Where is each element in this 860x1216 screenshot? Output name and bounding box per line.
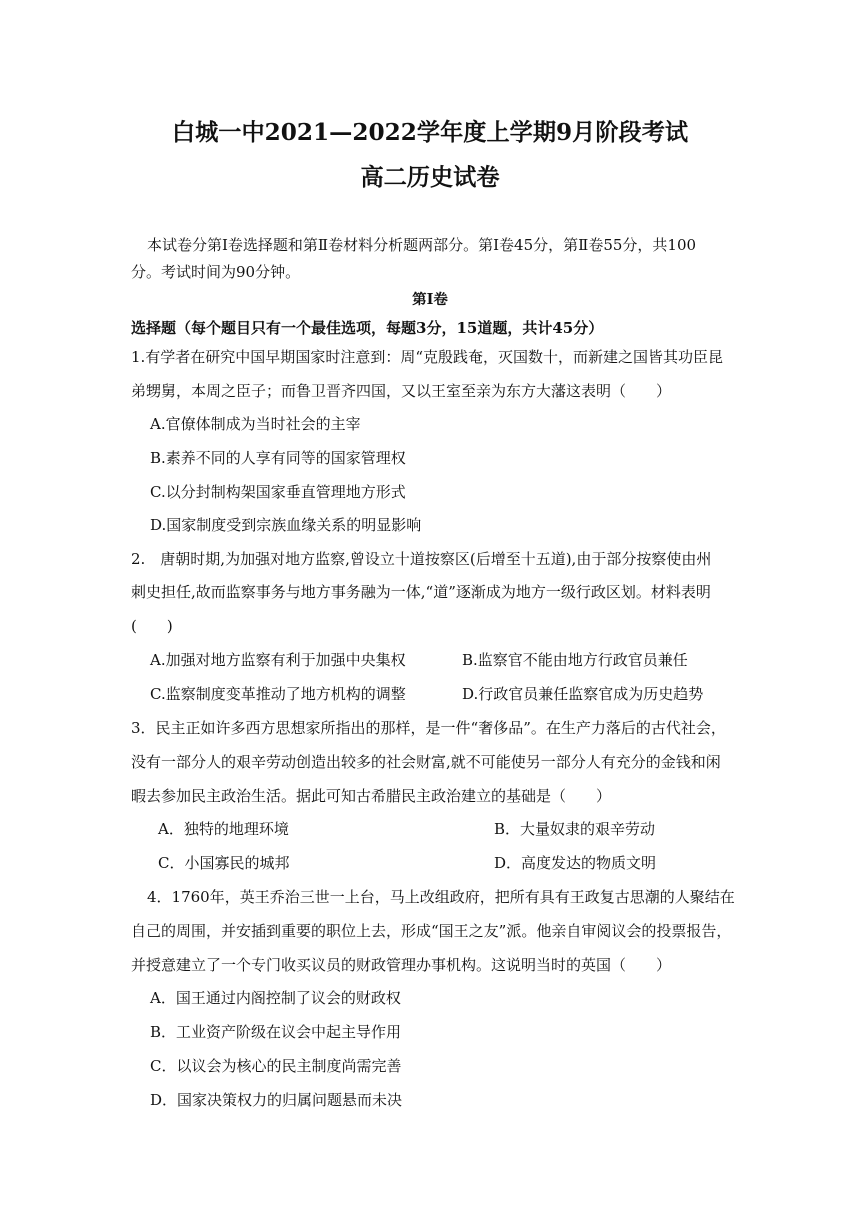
- question-4-option-a: A．国王通过内阁控制了议会的财政权: [150, 989, 401, 1007]
- question-3-option-a: A．独特的地理环境: [158, 820, 289, 838]
- question-1-stem-line-1: 1.有学者在研究中国早期国家时注意到：周“克殷践奄，灭国数十，而新建之国皆其功臣昆: [131, 348, 723, 366]
- question-4-stem-line-1: 4．1760年，英王乔治三世一上台，马上改组政府，把所有具有王政复古思潮的人聚结在: [147, 888, 735, 906]
- question-4-stem-line-2: 自己的周围，并安插到重要的职位上去，形成“国王之友”派。他亲自审阅议会的投票报告，: [131, 922, 732, 940]
- question-3-option-d: D．高度发达的物质文明: [494, 854, 657, 872]
- question-2-stem-line-2: 刺史担任,故而监察事务与地方事务融为一体,“道”逐渐成为地方一级行政区划。材料表明: [131, 583, 711, 601]
- section-heading: 选择题（每个题目只有一个最佳选项，每题3分，15道题，共计45分）: [131, 319, 604, 337]
- question-3-stem-line-2: 没有一部分人的艰辛劳动创造出较多的社会财富,就不可能使另一部分人有充分的金钱和闲: [131, 753, 721, 771]
- question-2-stem-line-3: ( ): [131, 617, 173, 635]
- question-1-option-c: C.以分封制构架国家垂直管理地方形式: [150, 483, 406, 501]
- question-4-stem-line-3: 并授意建立了一个专门收买议员的财政管理办事机构。这说明当时的英国（ ）: [131, 956, 672, 974]
- question-3-option-c: C．小国寡民的城邦: [158, 854, 290, 872]
- part-heading: 第Ⅰ卷: [412, 291, 448, 308]
- exam-subtitle: 高二历史试卷: [360, 164, 500, 191]
- question-4-option-c: C．以议会为核心的民主制度尚需完善: [150, 1057, 402, 1075]
- exam-title: 白城一中2021—2022学年度上学期9月阶段考试: [171, 119, 689, 146]
- question-1-option-b: B.素养不同的人享有同等的国家管理权: [150, 449, 406, 467]
- question-1-stem-line-2: 弟甥舅，本周之臣子；而鲁卫晋齐四国，又以王室至亲为东方大藩这表明（ ）: [131, 382, 672, 400]
- question-1-option-a: A.官僚体制成为当时社会的主宰: [150, 415, 361, 433]
- intro-line-2: 分。考试时间为90分钟。: [131, 263, 301, 281]
- question-2-option-d: D.行政官员兼任监察官成为历史趋势: [462, 685, 704, 703]
- question-2-option-c: C.监察制度变革推动了地方机构的调整: [150, 685, 406, 703]
- question-3-stem-line-1: 3．民主正如许多西方思想家所指出的那样，是一件“奢侈品”。在生产力落后的古代社会，: [131, 719, 726, 737]
- question-2-option-b: B.监察官不能由地方行政官员兼任: [462, 651, 688, 669]
- question-3-stem-line-3: 暇去参加民主政治生活。据此可知古希腊民主政治建立的基础是（ ）: [131, 787, 612, 805]
- question-4-option-b: B．工业资产阶级在议会中起主导作用: [150, 1023, 402, 1041]
- question-4-option-d: D．国家决策权力的归属问题悬而未决: [150, 1091, 403, 1109]
- question-1-option-d: D.国家制度受到宗族血缘关系的明显影响: [150, 516, 422, 534]
- question-2-stem-line-1: 2. 唐朝时期,为加强对地方监察,曾设立十道按察区(后增至十五道),由于部分按察使由州: [131, 550, 712, 568]
- intro-line-1: 本试卷分第Ⅰ卷选择题和第Ⅱ卷材料分析题两部分。第Ⅰ卷45分，第Ⅱ卷55分，共100: [147, 236, 697, 254]
- question-3-option-b: B．大量奴隶的艰辛劳动: [494, 820, 656, 838]
- question-2-option-a: A.加强对地方监察有利于加强中央集权: [150, 651, 406, 669]
